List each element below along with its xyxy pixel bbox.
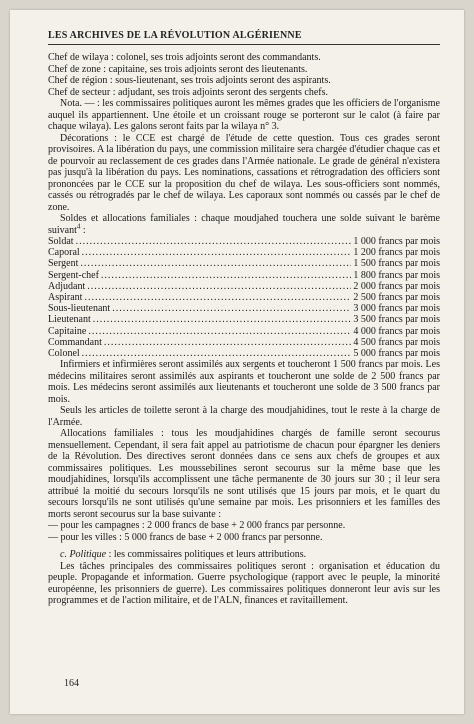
dot-leader xyxy=(82,247,352,259)
decorations-paragraph: Décorations : le CCE est chargé de l'étude de cette question. Tous ces grades seront provisoires. A la libération du pays, une commission militaire sera chargée d'étudier chaque cas et de pourvoir au reclassement de ces grades dans l'Armée nationale. Le grade de général n'existera pas jusqu'à la libération du pays. Les nominations, cassations et rétrogradation des officiers sont prononcées par le CCE sur la proposition du chef de wilaya. Les sous-officiers sont nommés, cassés ou rétrogradés par le chef de wilaya. Les caporaux sont nommés ou cassés par le chef de zone. xyxy=(48,132,440,213)
grade-label: Sous-lieutenant xyxy=(48,303,111,315)
dot-leader xyxy=(76,236,352,248)
pay-scale-row xyxy=(48,236,440,247)
campagnes-line: — pour les campagnes : 2 000 francs de base + 2 000 francs par personne. xyxy=(48,520,346,532)
footnote-marker: 4 xyxy=(76,222,81,231)
dot-leader xyxy=(82,348,352,360)
pay-scale-row xyxy=(48,258,440,269)
pay-amount: 4 500 francs par mois xyxy=(353,336,440,348)
pay-scale-row xyxy=(48,314,440,325)
infirmiers-paragraph: Infirmiers et infirmières seront assimilés aux sergents et toucheront 1 500 francs par mois. Les médecins militaires seront assimilés aux aspirants et toucheront une solde de 2 500 francs par mois. Les médecins seront assimilés aux lieutenants et toucheront une solde de 3 500 francs par mois. xyxy=(48,359,440,405)
villes-line: — pour les villes : 5 000 francs de base + 2 000 francs par personne. xyxy=(48,531,323,543)
pay-scale-row xyxy=(48,292,440,303)
intro-line: Chef de wilaya : colonel, ses trois adjoints seront des commandants. xyxy=(48,52,321,63)
dot-leader xyxy=(84,292,351,304)
grade-label: Aspirant xyxy=(48,291,83,303)
pay-amount: 5 000 francs par mois xyxy=(353,347,440,359)
running-header: LES ARCHIVES DE LA RÉVOLUTION ALGÉRIENNE xyxy=(48,30,302,41)
section-label: c. Politique xyxy=(60,549,107,561)
document-page xyxy=(10,10,464,714)
pay-amount: 1 500 francs par mois xyxy=(353,258,440,270)
pay-scale-row xyxy=(48,247,440,258)
header-rule xyxy=(48,44,440,45)
section-title-rest: : les commissaires politiques et leurs attributions. xyxy=(106,549,307,561)
allocations-paragraph: Allocations familiales : tous les moudjahidines chargés de famille seront secourus mensuellement. Cependant, il sera fait appel au patriotisme de chacun pour épargner les deniers de la Révolution. Des directives seront données dans ce sens aux chefs de groupes et aux commissaires politiques. Les moussebilines seront secourus sur la même base que les moudjahidines, lorsqu'ils accomplissent une tâche permanente de 30 jours sur 30 ; il leur sera attribué la moitié du secours lorsqu'ils ne sont utilisés que 15 jours par mois, et le quart du secours lorsqu'ils ne sont utilisés qu'une semaine par mois. Les prisonniers et les familles des morts seront secourus sur la base suivante : xyxy=(48,428,440,520)
soldes-text: Soldes et allocations familiales : chaque moudjahed touchera une solde suivant le barème suivant xyxy=(48,213,440,236)
toilette-paragraph: Seuls les articles de toilette seront à la charge des moudjahidines, tout le reste à la charge de l'Armée. xyxy=(48,405,440,428)
pay-scale-row xyxy=(48,348,440,359)
pay-amount: 3 000 francs par mois xyxy=(353,303,440,315)
intro-line: Chef de secteur : adjudant, ses trois adjoints seront des sergents chefs. xyxy=(48,86,329,98)
nota-paragraph: Nota. — : les commissaires politiques auront les mêmes grades que les officiers de l'organisme auquel ils appartiennent. Une étoile et un croissant rouge se porteront sur le calot (à faire par chaque wilaya). Les galons seront faits par la wilaya n° 3. xyxy=(48,98,440,132)
dot-leader xyxy=(101,270,351,282)
pay-amount: 4 000 francs par mois xyxy=(353,325,440,337)
pay-amount: 3 500 francs par mois xyxy=(353,314,440,326)
grade-label: Sergent-chef xyxy=(48,269,99,281)
dot-leader xyxy=(87,281,351,293)
dot-leader xyxy=(112,303,351,315)
soldes-paragraph xyxy=(48,213,440,236)
pay-amount: 1 200 francs par mois xyxy=(353,247,440,259)
pay-amount: 1 800 francs par mois xyxy=(353,269,440,281)
pay-scale-row xyxy=(48,270,440,281)
page-number: 164 xyxy=(64,678,79,689)
grade-label: Lieutenant xyxy=(48,314,91,326)
grade-label: Colonel xyxy=(48,347,80,359)
dot-leader xyxy=(104,337,351,349)
grade-label: Adjudant xyxy=(48,280,86,292)
grade-label: Sergent xyxy=(48,258,79,270)
page-body xyxy=(48,52,440,607)
taches-paragraph: Les tâches principales des commissaires politiques seront : organisation et éducation du peuple. Propagande et information. Guerre psychologique (rapport avec le peuple, la minorité européenne, les prisonniers de guerre). Les commissaires politiques donneront leur avis sur les programmes et de l'action militaire, et de l'ALN, finances et ravitaillement. xyxy=(48,560,440,607)
grade-label: Commandant xyxy=(48,336,102,348)
pay-scale-table xyxy=(48,236,440,359)
dot-leader xyxy=(88,326,351,338)
grade-label: Caporal xyxy=(48,247,80,259)
pay-scale-row xyxy=(48,303,440,314)
dot-leader xyxy=(80,258,351,270)
pay-amount: 1 000 francs par mois xyxy=(353,236,440,247)
pay-amount: 2 000 francs par mois xyxy=(353,280,440,292)
pay-scale-row xyxy=(48,326,440,337)
grade-label: Soldat xyxy=(48,236,74,247)
grade-label: Capitaine xyxy=(48,325,87,337)
pay-amount: 2 500 francs par mois xyxy=(353,291,440,303)
section-title-politique xyxy=(48,549,440,561)
dot-leader xyxy=(93,314,352,326)
pay-scale-row xyxy=(48,337,440,348)
intro-line: Chef de zone : capitaine, ses trois adjoints seront des lieutenants. xyxy=(48,63,308,75)
intro-line: Chef de région : sous-lieutenant, ses trois adjoints seront des aspirants. xyxy=(48,75,331,86)
pay-scale-row xyxy=(48,281,440,292)
soldes-colon: : xyxy=(80,224,86,236)
